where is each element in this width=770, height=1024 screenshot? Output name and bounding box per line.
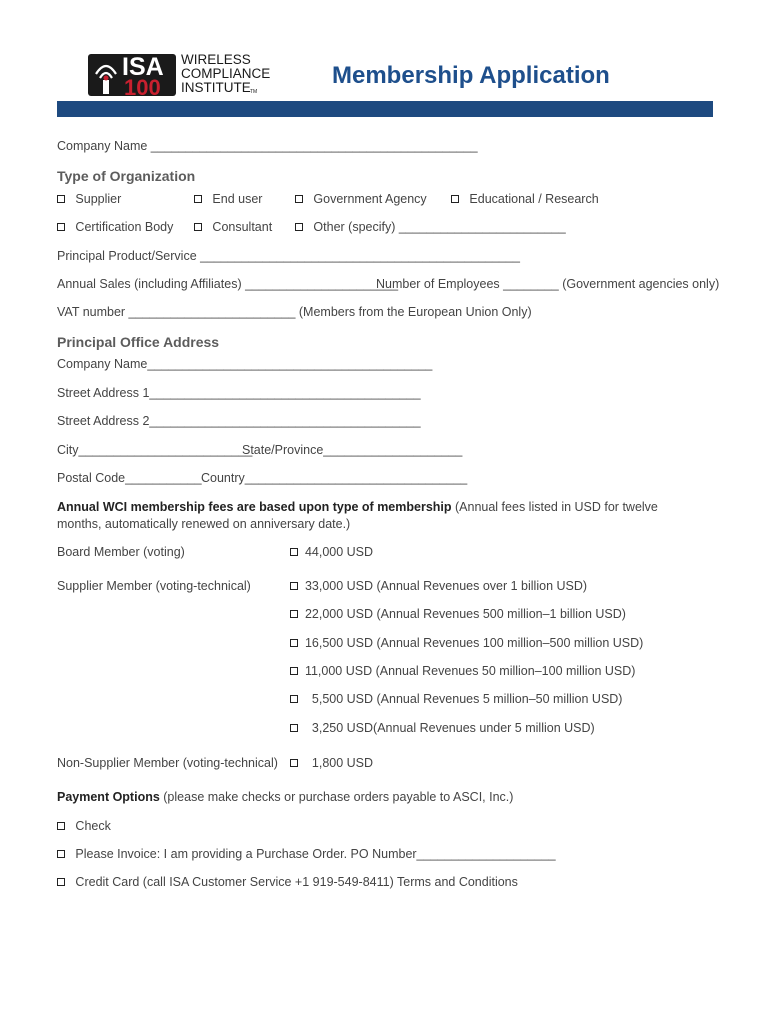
logo-line-1: WIRELESS (181, 52, 251, 67)
city-field[interactable]: City_________________________ (57, 443, 253, 457)
checkbox[interactable] (451, 195, 459, 203)
logo-tm: TM (250, 89, 258, 95)
checkbox[interactable] (194, 195, 202, 203)
supplier-fee-label: 11,000 USD (Annual Revenues 50 million–100 million USD) (304, 664, 636, 678)
fees-intro (57, 500, 658, 514)
checkbox[interactable] (57, 850, 65, 858)
logo-100: 100 (124, 75, 161, 100)
org-other-option[interactable] (295, 220, 566, 234)
logo-line-3: INSTITUTE (181, 80, 251, 95)
type-of-organization-heading: Type of Organization (57, 168, 196, 184)
org-educational-label: Educational / Research (469, 192, 599, 206)
supplier-fee-label: 22,000 USD (Annual Revenues 500 million–1 billion USD) (304, 607, 626, 621)
isa100-logo (86, 52, 276, 98)
org-supplier-option[interactable] (57, 192, 121, 206)
checkbox[interactable] (290, 695, 298, 703)
header-bar (57, 101, 713, 117)
street-address-2-field[interactable]: Street Address 2_______________________________________ (57, 414, 421, 428)
checkbox[interactable] (290, 582, 298, 590)
logo-line-2: COMPLIANCE (181, 66, 271, 81)
vat-number-field[interactable]: VAT number ________________________ (Members from the European Union Only) (57, 305, 532, 319)
checkbox[interactable] (290, 724, 298, 732)
annual-sales-field[interactable]: Annual Sales (including Affiliates) ______________________ (57, 277, 399, 291)
payment-heading-rest: (please make checks or purchase orders payable to ASCI, Inc.) (159, 790, 514, 804)
org-consultant-option[interactable] (194, 220, 272, 234)
org-government-label: Government Agency (313, 192, 427, 206)
payment-options-heading (57, 790, 513, 804)
logo-isa: ISA (122, 53, 164, 81)
checkbox[interactable] (295, 223, 303, 231)
supplier-fee-label: 3,250 USD(Annual Revenues under 5 million USD) (311, 721, 595, 735)
checkbox[interactable] (290, 548, 298, 556)
fees-intro-rest: (Annual fees listed in USD for twelve (451, 500, 658, 514)
payment-invoice-option[interactable] (57, 847, 556, 861)
number-of-employees-field[interactable]: Number of Employees ________ (Government agencies only) (376, 277, 720, 291)
supplier-fee-option[interactable] (290, 721, 595, 735)
payment-credit-card-option[interactable] (57, 875, 518, 889)
board-member-fee: 44,000 USD (304, 545, 374, 559)
postal-code-field[interactable]: Postal Code___________ (57, 471, 202, 485)
supplier-member-label: Supplier Member (voting-technical) (57, 579, 251, 593)
checkbox[interactable] (295, 195, 303, 203)
org-other-label: Other (specify) ________________________ (313, 220, 566, 234)
board-member-option[interactable] (290, 545, 373, 559)
supplier-fee-label: 16,500 USD (Annual Revenues 100 million–500 million USD) (304, 636, 644, 650)
org-supplier-label: Supplier (75, 192, 122, 206)
fees-intro-bold: Annual WCI membership fees are based upon type of membership (57, 500, 452, 514)
supplier-fee-option[interactable] (290, 664, 635, 678)
page-title: Membership Application (332, 62, 610, 89)
company-name-field[interactable]: Company Name _______________________________________________ (57, 139, 478, 153)
org-educational-option[interactable] (451, 192, 599, 206)
checkbox[interactable] (290, 639, 298, 647)
supplier-fee-option[interactable] (290, 607, 626, 621)
country-field[interactable]: Country________________________________ (201, 471, 468, 485)
checkbox[interactable] (57, 878, 65, 886)
org-certification-option[interactable] (57, 220, 173, 234)
board-member-label: Board Member (voting) (57, 545, 185, 559)
checkbox[interactable] (290, 667, 298, 675)
supplier-fee-option[interactable] (290, 692, 622, 706)
checkbox[interactable] (57, 195, 65, 203)
office-company-name-field[interactable]: Company Name_________________________________________ (57, 357, 433, 371)
street-address-1-field[interactable]: Street Address 1_______________________________________ (57, 386, 421, 400)
principal-product-field[interactable]: Principal Product/Service ______________________________________________ (57, 249, 520, 263)
state-province-field[interactable]: State/Province____________________ (242, 443, 463, 457)
org-certification-label: Certification Body (75, 220, 174, 234)
org-end-user-option[interactable] (194, 192, 262, 206)
org-government-option[interactable] (295, 192, 427, 206)
principal-office-heading: Principal Office Address (57, 334, 220, 350)
supplier-fee-option[interactable] (290, 636, 643, 650)
org-end-user-label: End user (212, 192, 263, 206)
non-supplier-fee-option[interactable] (290, 756, 373, 770)
fees-intro-line-2: months, automatically renewed on anniversary date.) (57, 517, 351, 531)
checkbox[interactable] (57, 822, 65, 830)
payment-invoice-label: Please Invoice: I am providing a Purchase Order. PO Number____________________ (75, 847, 556, 861)
checkbox[interactable] (290, 759, 298, 767)
checkbox[interactable] (290, 610, 298, 618)
checkbox[interactable] (194, 223, 202, 231)
supplier-fee-label: 33,000 USD (Annual Revenues over 1 billion USD) (304, 579, 588, 593)
payment-check-label: Check (75, 819, 111, 833)
non-supplier-fee: 1,800 USD (311, 756, 374, 770)
org-consultant-label: Consultant (212, 220, 273, 234)
payment-check-option[interactable] (57, 819, 111, 833)
checkbox[interactable] (57, 223, 65, 231)
payment-heading-bold: Payment Options (57, 790, 160, 804)
non-supplier-member-label: Non-Supplier Member (voting-technical) (57, 756, 278, 770)
payment-credit-card-label: Credit Card (call ISA Customer Service +1 919-549-8411) Terms and Conditions (75, 875, 518, 889)
supplier-fee-option[interactable] (290, 579, 587, 593)
supplier-fee-label: 5,500 USD (Annual Revenues 5 million–50 million USD) (311, 692, 623, 706)
